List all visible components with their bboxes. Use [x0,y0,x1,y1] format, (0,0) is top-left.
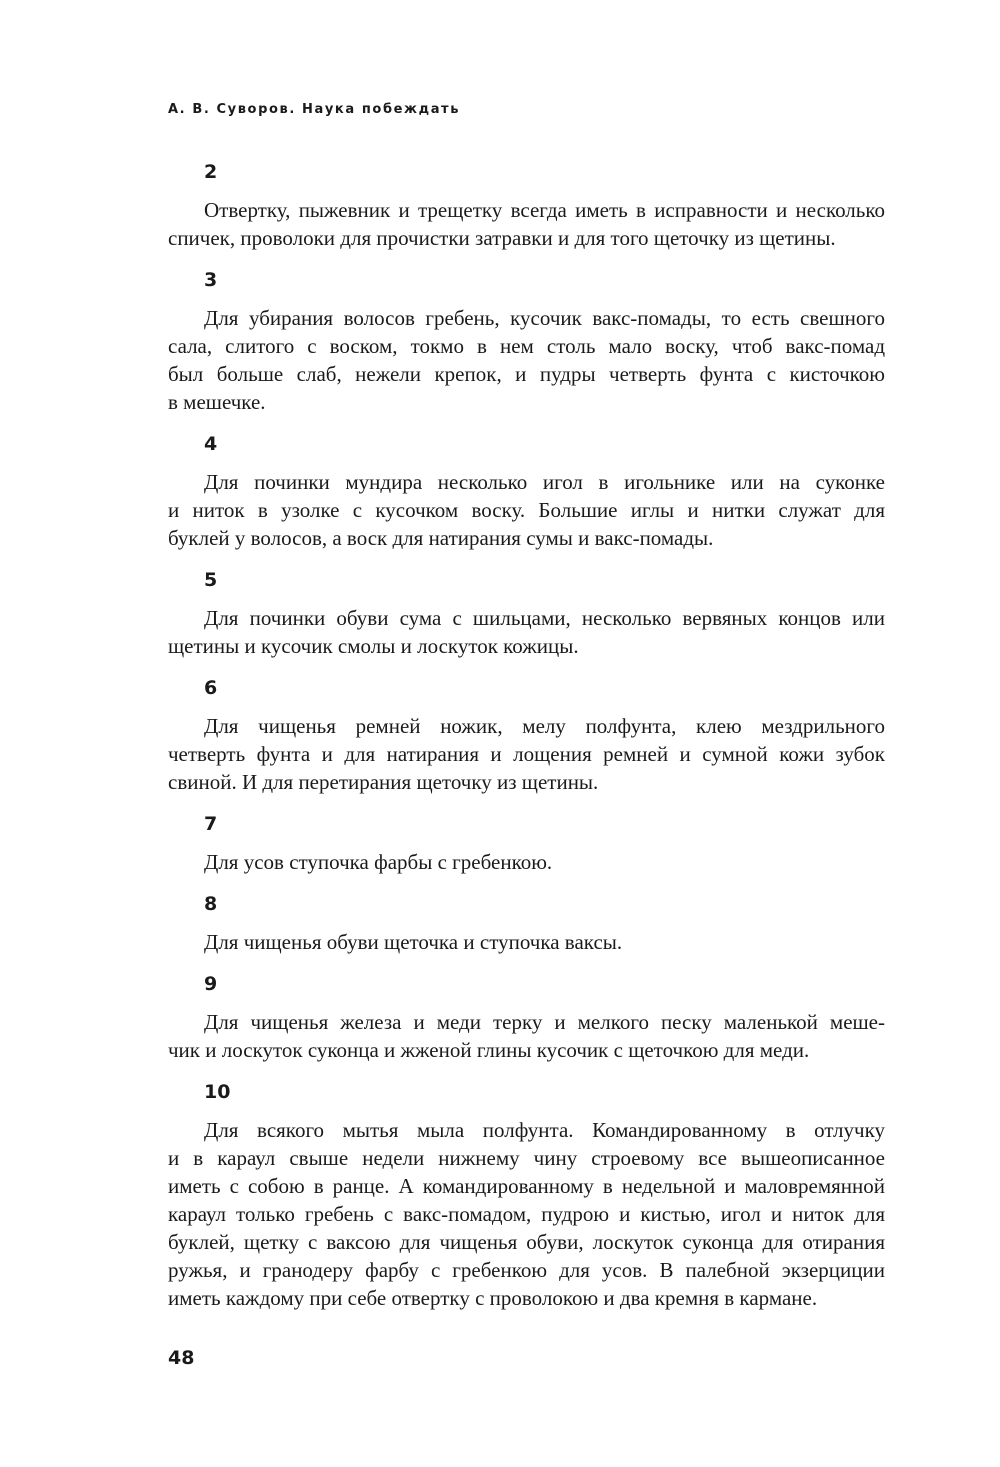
text-line: Для убирания волосов гребень, кусочик вакс-помады, то есть свешного [204,306,885,330]
article-section [168,1078,885,1312]
text-line: и ниток в узолке с кусочком воску. Большие иглы и нитки служат для [168,498,885,522]
paragraph [168,604,885,660]
text-line: ружья, и гранодеру фарбу с гребенкою для усов. В палебной экзерциции [168,1258,885,1282]
article-section [168,890,885,956]
text-line: Для починки мундира несколько игол в игольнике или на суконке [204,470,885,494]
text-line: Отвертку, пыжевник и трещетку всегда иметь в исправности и несколько [204,198,885,222]
section-number: 8 [204,893,218,915]
paragraph [168,848,885,876]
paragraph [168,928,885,956]
text-line: чик и лоскуток суконца и жженой глины кусочик с щеточкою для меди. [168,1038,810,1062]
text-line: иметь с собою в ранце. А командированному в недельной и маловремянной [168,1174,885,1198]
text-line: Для чищенья обуви щеточка и ступочка ваксы. [204,930,623,954]
text-line: спичек, проволоки для прочистки затравки и для того щеточку из щетины. [168,226,836,250]
running-head: А. В. Суворов. Наука побеждать [168,102,461,117]
section-number: 7 [204,813,218,835]
article-section [168,158,885,252]
text-line: щетины и кусочик смолы и лоскуток кожицы. [168,634,579,658]
article-section [168,970,885,1064]
section-number: 3 [204,269,218,291]
paragraph [168,304,885,416]
text-line: четверть фунта и для натирания и лощения ремней и сумной кожи зубок [168,742,885,766]
section-number: 10 [204,1081,231,1103]
section-number: 9 [204,973,218,995]
text-line: буклей, щетку с ваксою для чищенья обуви, лоскуток суконца для отирания [168,1230,885,1254]
article-section [168,674,885,796]
text-line: Для чищенья железа и меди терку и мелкого песку маленькой меше- [204,1010,885,1034]
text-line: Для починки обуви сума с шильцами, несколько вервяных концов или [204,606,885,630]
text-line: и в караул свыше недели нижнему чину строевому все вышеописанное [168,1146,885,1170]
text-line: Для усов ступочка фарбы с гребенкою. [204,850,553,874]
paragraph [168,712,885,796]
section-number: 6 [204,677,218,699]
text-line: свиной. И для перетирания щеточку из щетины. [168,770,599,794]
text-line: в мешечке. [168,390,266,414]
text-line: караул только гребень с вакс-помадом, пудрою и кистью, игол и ниток для [168,1202,885,1226]
paragraph [168,1116,885,1312]
text-line: был больше слаб, нежели крепок, и пудры четверть фунта с кисточкою [168,362,885,386]
article-section [168,266,885,416]
text-line: иметь каждому при себе отвертку с проволокою и два кремня в кармане. [168,1286,818,1310]
paragraph [168,468,885,552]
text-line: буклей у волосов, а воск для натирания сумы и вакс-помады. [168,526,714,550]
section-number: 2 [204,161,218,183]
article-section [168,810,885,876]
text-line: Для чищенья ремней ножик, мелу полфунта, клею мездрильного [204,714,885,738]
article-section [168,430,885,552]
section-number: 5 [204,569,218,591]
page-body [168,158,885,1312]
text-line: сала, слитого с воском, токмо в нем столь мало воску, чтоб вакс-помад [168,334,885,358]
article-section [168,566,885,660]
paragraph [168,196,885,252]
section-number: 4 [204,433,218,455]
page-number: 48 [168,1347,195,1369]
paragraph [168,1008,885,1064]
text-line: Для всякого мытья мыла полфунта. Командированному в отлучку [204,1118,885,1142]
